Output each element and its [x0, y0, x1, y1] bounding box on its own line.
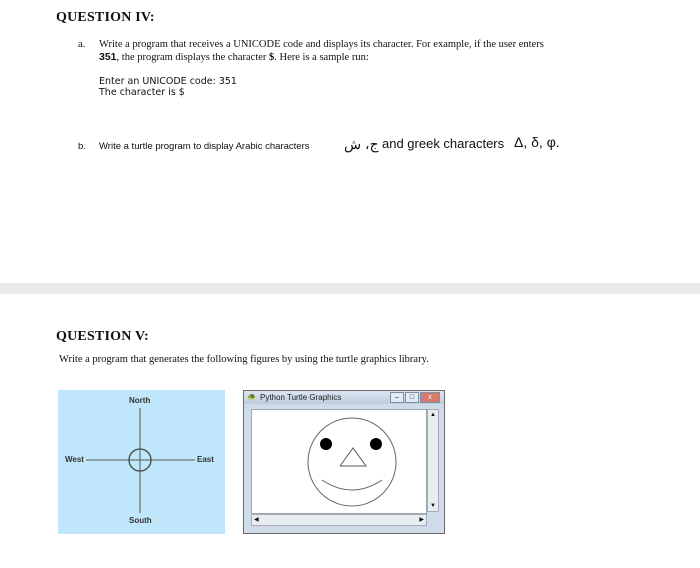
item-b-text: Write a turtle program to display Arabic characters: [99, 141, 310, 152]
and-greek-text: and greek characters: [382, 136, 505, 151]
window-title: Python Turtle Graphics: [260, 393, 342, 402]
turtle-app-icon: 🐢: [247, 394, 256, 401]
item-a-marker: a.: [78, 39, 86, 50]
turtle-graphics-window: [243, 390, 445, 534]
item-a-line2-mid: , the program displays the character: [116, 52, 270, 63]
smiley-face-drawing: [252, 410, 426, 513]
item-a-line2: [99, 51, 369, 64]
scroll-right-icon[interactable]: ▶: [419, 517, 424, 523]
item-a-line1: Write a program that receives a UNICODE code and displays its character. For example, if the user enters: [99, 39, 544, 50]
window-controls: [390, 392, 440, 402]
maximize-icon[interactable]: □: [405, 392, 419, 403]
item-b-marker: b.: [78, 141, 86, 152]
horizontal-scrollbar[interactable]: [251, 514, 427, 526]
sample-char: $: [269, 52, 275, 63]
window-titlebar: [244, 391, 444, 404]
unicode-number: 351: [99, 51, 117, 63]
sample-run-line-1: Enter an UNICODE code: 351: [99, 76, 237, 87]
compass-east-label: East: [197, 455, 214, 464]
question-5-title: QUESTION V:: [56, 329, 149, 344]
page-1: [0, 0, 700, 283]
sample-run-line-2: The character is $: [99, 87, 185, 98]
question-5-text: Write a program that generates the following figures by using the turtle graphics library.: [59, 354, 429, 365]
scroll-up-icon[interactable]: ▲: [430, 412, 436, 418]
arabic-characters: ج، ش: [344, 136, 379, 152]
page-2: [0, 294, 700, 568]
close-button[interactable]: x: [420, 392, 440, 403]
minimize-icon[interactable]: –: [390, 392, 404, 403]
turtle-canvas: [251, 409, 427, 514]
compass-north-label: North: [129, 396, 151, 405]
question-4-title: QUESTION IV:: [56, 10, 155, 25]
scroll-left-icon[interactable]: ◀: [254, 517, 259, 523]
item-a-line2-end: . Here is a sample run:: [274, 52, 369, 63]
vertical-scrollbar[interactable]: [427, 409, 439, 512]
scroll-down-icon[interactable]: ▼: [430, 503, 436, 509]
compass-south-label: South: [129, 516, 152, 525]
compass-west-label: West: [65, 455, 84, 464]
compass-figure: [58, 390, 225, 534]
greek-characters: Δ, δ, φ.: [514, 134, 560, 150]
